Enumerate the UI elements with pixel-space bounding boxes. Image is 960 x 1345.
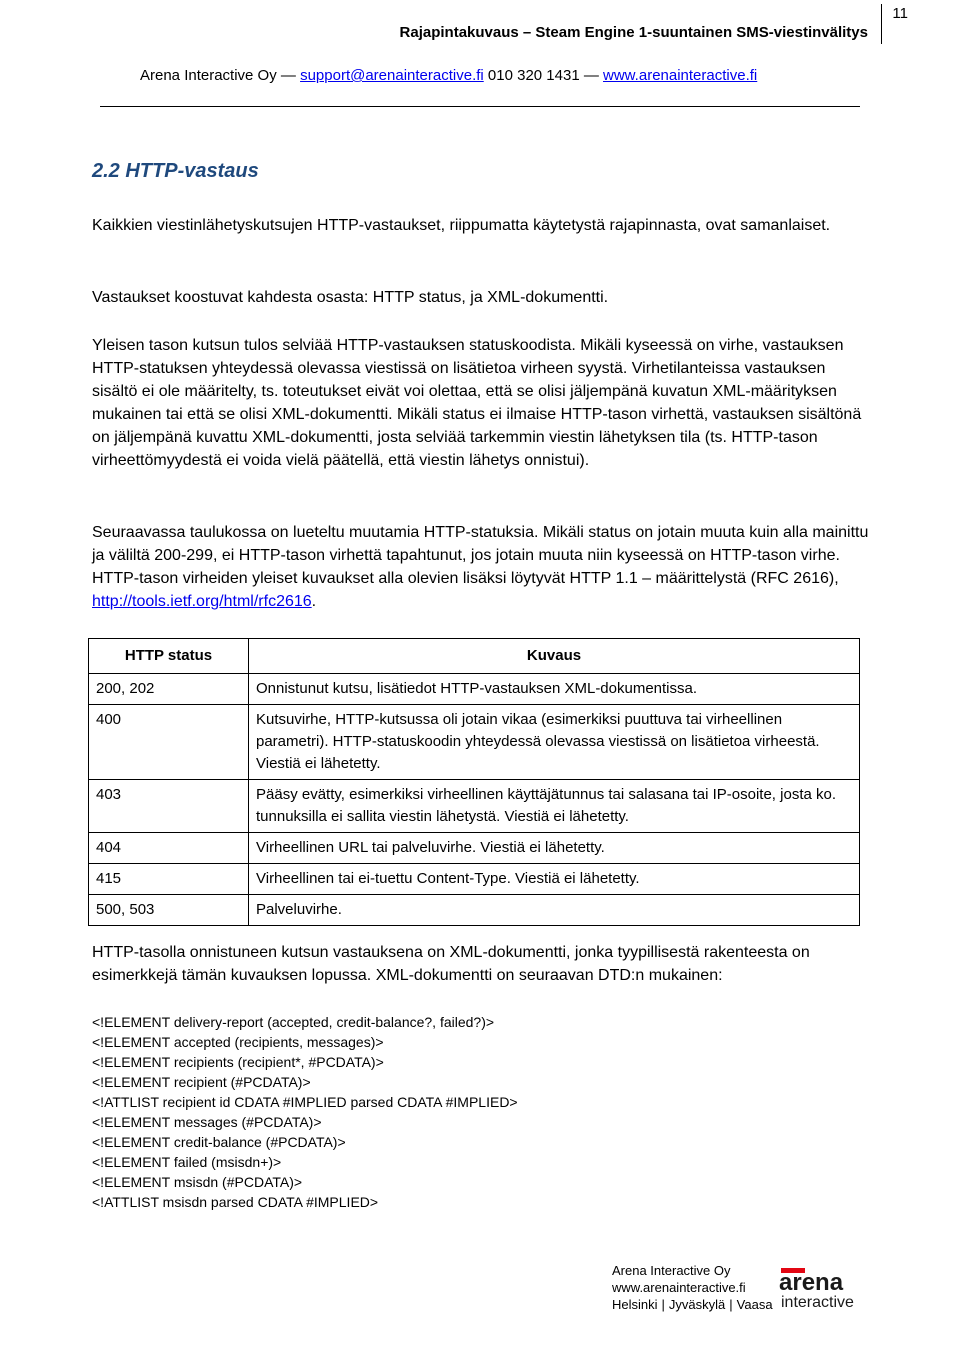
website-link[interactable]: www.arenainteractive.fi: [603, 67, 758, 84]
dtd-line: <!ATTLIST recipient id CDATA #IMPLIED parsed CDATA #IMPLIED>: [92, 1094, 518, 1110]
paragraph-status-list: [92, 521, 872, 613]
status-code: 404: [89, 833, 249, 864]
support-email-link[interactable]: support@arenainteractive.fi: [300, 67, 484, 84]
status-description: Onnistunut kutsu, lisätiedot HTTP-vastauksen XML-dokumentissa.: [249, 674, 860, 705]
paragraph-xml-intro: HTTP-tasolla onnistuneen kutsun vastauksena on XML-dokumentti, jonka tyypillisestä rakenteesta on esimerkkejä tämän kuvauksen lopussa. XML-dokumentti on seuraavan DTD:n mukainen:: [92, 944, 810, 984]
paragraph-end: .: [311, 593, 317, 610]
table-row: [89, 780, 860, 833]
table-header-row: [89, 639, 860, 674]
dtd-line: <!ELEMENT accepted (recipients, messages)>: [92, 1034, 384, 1050]
city-jyvaskyla: Jyväskylä: [668, 1297, 726, 1312]
footer-company: Arena Interactive Oy: [612, 1263, 731, 1278]
table-row: [89, 864, 860, 895]
status-code: 415: [89, 864, 249, 895]
dtd-block: [92, 1012, 518, 1212]
table-row: [89, 895, 860, 926]
city-helsinki: Helsinki: [612, 1297, 658, 1312]
status-description: Palveluvirhe.: [249, 895, 860, 926]
dtd-line: <!ELEMENT recipient (#PCDATA)>: [92, 1074, 311, 1090]
status-code: 500, 503: [89, 895, 249, 926]
rfc-link[interactable]: http://tools.ietf.org/html/rfc2616: [92, 593, 312, 610]
status-description: Kutsuvirhe, HTTP-kutsussa oli jotain vikaa (esimerkiksi puuttuva tai virheellinen parametri). HTTP-statuskoodin yhteydessä olevassa viestissä on lisätietoa virheestä. Viestiä ei lähetetty.: [249, 705, 860, 780]
status-description: Virheellinen URL tai palveluvirhe. Viestiä ei lähetetty.: [249, 833, 860, 864]
table-row: [89, 674, 860, 705]
status-code: 403: [89, 780, 249, 833]
logo-word-arena: arena: [779, 1269, 844, 1296]
dtd-line: <!ELEMENT credit-balance (#PCDATA)>: [92, 1134, 346, 1150]
status-code: 200, 202: [89, 674, 249, 705]
footer-separator: |: [661, 1297, 665, 1312]
company-name: Arena Interactive Oy —: [140, 67, 296, 84]
status-code: 400: [89, 705, 249, 780]
paragraph-structure: Vastaukset koostuvat kahdesta osasta: HTTP status, ja XML-dokumentti.: [92, 289, 609, 306]
header-contact: [140, 67, 757, 84]
logo-word-interactive: interactive: [781, 1294, 854, 1311]
table-row: [89, 833, 860, 864]
footer-website: www.arenainteractive.fi: [612, 1280, 746, 1295]
footer-separator: |: [729, 1297, 733, 1312]
status-description: Pääsy evätty, esimerkiksi virheellinen käyttäjätunnus tai salasana tai IP-osoite, josta ko. tunnuksilla ei sallita viestin lähetystä. Viestiä ei lähetetty.: [249, 780, 860, 833]
dtd-line: <!ELEMENT failed (msisdn+)>: [92, 1154, 282, 1170]
dtd-line: <!ELEMENT msisdn (#PCDATA)>: [92, 1174, 303, 1190]
dtd-line: <!ELEMENT messages (#PCDATA)>: [92, 1114, 322, 1130]
http-status-table: [88, 638, 860, 926]
dtd-line: <!ELEMENT recipients (recipient*, #PCDATA)>: [92, 1054, 384, 1070]
phone-number: 010 320 1431 —: [487, 67, 599, 84]
footer-cities: [612, 1296, 773, 1313]
section-heading: 2.2 HTTP-vastaus: [92, 160, 259, 182]
paragraph-intro: Kaikkien viestinlähetyskutsujen HTTP-vastaukset, riippumatta käytetystä rajapinnasta, ovat samanlaiset.: [92, 217, 831, 234]
header-divider: [100, 106, 860, 107]
dtd-line: <!ATTLIST msisdn parsed CDATA #IMPLIED>: [92, 1194, 379, 1210]
city-vaasa: Vaasa: [736, 1297, 773, 1312]
paragraph-status-list-text: Seuraavassa taulukossa on lueteltu muutamia HTTP-statuksia. Mikäli status on jotain muuta kuin alla mainittu ja väliltä 200-299, ei HTTP-tason virhettä tapahtunut, jos jotain muuta niin kyseessä on HTTP-tason virhe. HTTP-tason virheiden yleiset kuvaukset alla olevien lisäksi löytyvät HTTP 1.1 – määrittelystä (RFC 2616),: [92, 524, 869, 587]
arena-interactive-logo: [775, 1262, 915, 1312]
header-kuvaus: Kuvaus: [249, 639, 860, 674]
dtd-line: <!ELEMENT delivery-report (accepted, credit-balance?, failed?)>: [92, 1014, 495, 1030]
paragraph-status-details: Yleisen tason kutsun tulos selviää HTTP-vastauksen statuskoodista. Mikäli kyseessä on virhe, vastauksen HTTP-statuksen yhteydessä olevassa viestissä on lisätietoa virheen syystä. Virhetilanteissa vastauksen sisältö ei ole määritelty, ts. toteutukset eivät voi olettaa, että se olisi jäljempänä kuvatun XML-määrityksen mukainen tai että se olisi XML-dokumentti. Mikäli status ei ilmaise HTTP-tason virhettä, vastauksen sisältönä on jäljempänä kuvattu XML-dokumentti, josta selviää tarkemmin viestin lähetyksen tila (ts. HTTP-tason virheettömyydestä ei voida vielä päätellä, että viestin lähetys onnistui).: [92, 337, 862, 469]
page-number: 11: [881, 4, 908, 44]
table-row: [89, 705, 860, 780]
footer-contact: [612, 1262, 773, 1313]
document-title: Rajapintakuvaus – Steam Engine 1-suuntainen SMS-viestinvälitys: [399, 24, 868, 41]
status-description: Virheellinen tai ei-tuettu Content-Type. Viestiä ei lähetetty.: [249, 864, 860, 895]
header-http-status: HTTP status: [89, 639, 249, 674]
